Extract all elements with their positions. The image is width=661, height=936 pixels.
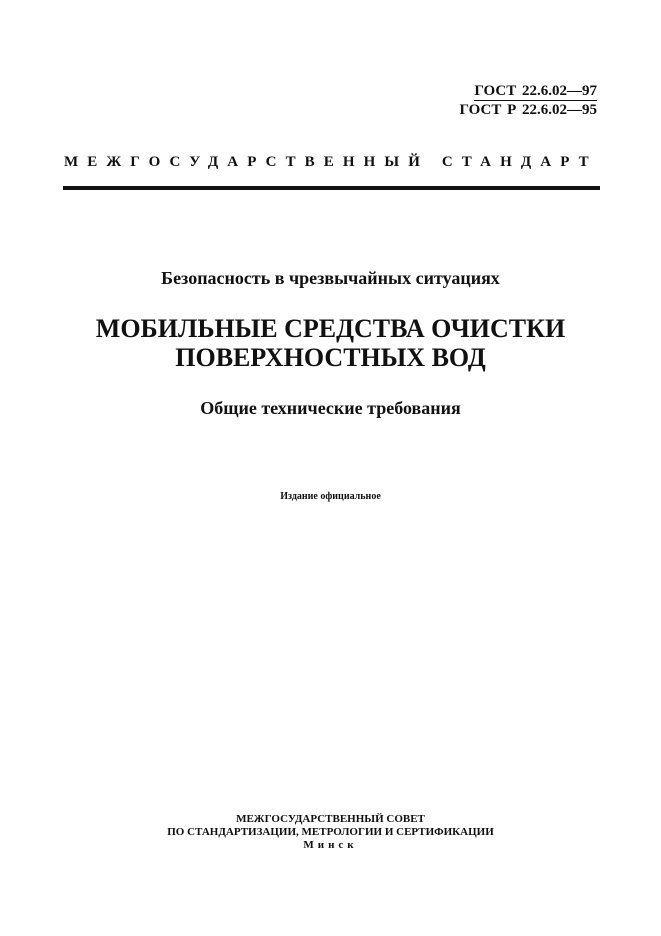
publisher-city: Минск: [303, 839, 358, 851]
edition-note: Издание официальное: [280, 491, 381, 502]
gost-interstate-code: ГОСТ 22.6.02—97: [474, 83, 597, 99]
standard-type-heading: МЕЖГОСУДАРСТВЕННЫЙ СТАНДАРТ: [64, 154, 598, 170]
publisher-block: [0, 813, 661, 852]
gost-national-code: ГОСТ Р 22.6.02—95: [459, 102, 597, 118]
document-subtitle: Общие технические требования: [200, 398, 461, 418]
document-title-line-1: МОБИЛЬНЫЕ СРЕДСТВА ОЧИСТКИ: [95, 314, 566, 343]
publisher-line-2: ПО СТАНДАРТИЗАЦИИ, МЕТРОЛОГИИ И СЕРТИФИКАЦИИ: [167, 826, 494, 838]
document-title: [0, 314, 661, 372]
publisher-line-1: МЕЖГОСУДАРСТВЕННЫЙ СОВЕТ: [236, 813, 425, 825]
header-divider: [63, 186, 600, 190]
document-title-line-2: ПОВЕРХНОСТНЫХ ВОД: [175, 343, 486, 372]
subject-heading: Безопасность в чрезвычайных ситуациях: [161, 268, 500, 288]
gost-codes: [459, 82, 597, 119]
